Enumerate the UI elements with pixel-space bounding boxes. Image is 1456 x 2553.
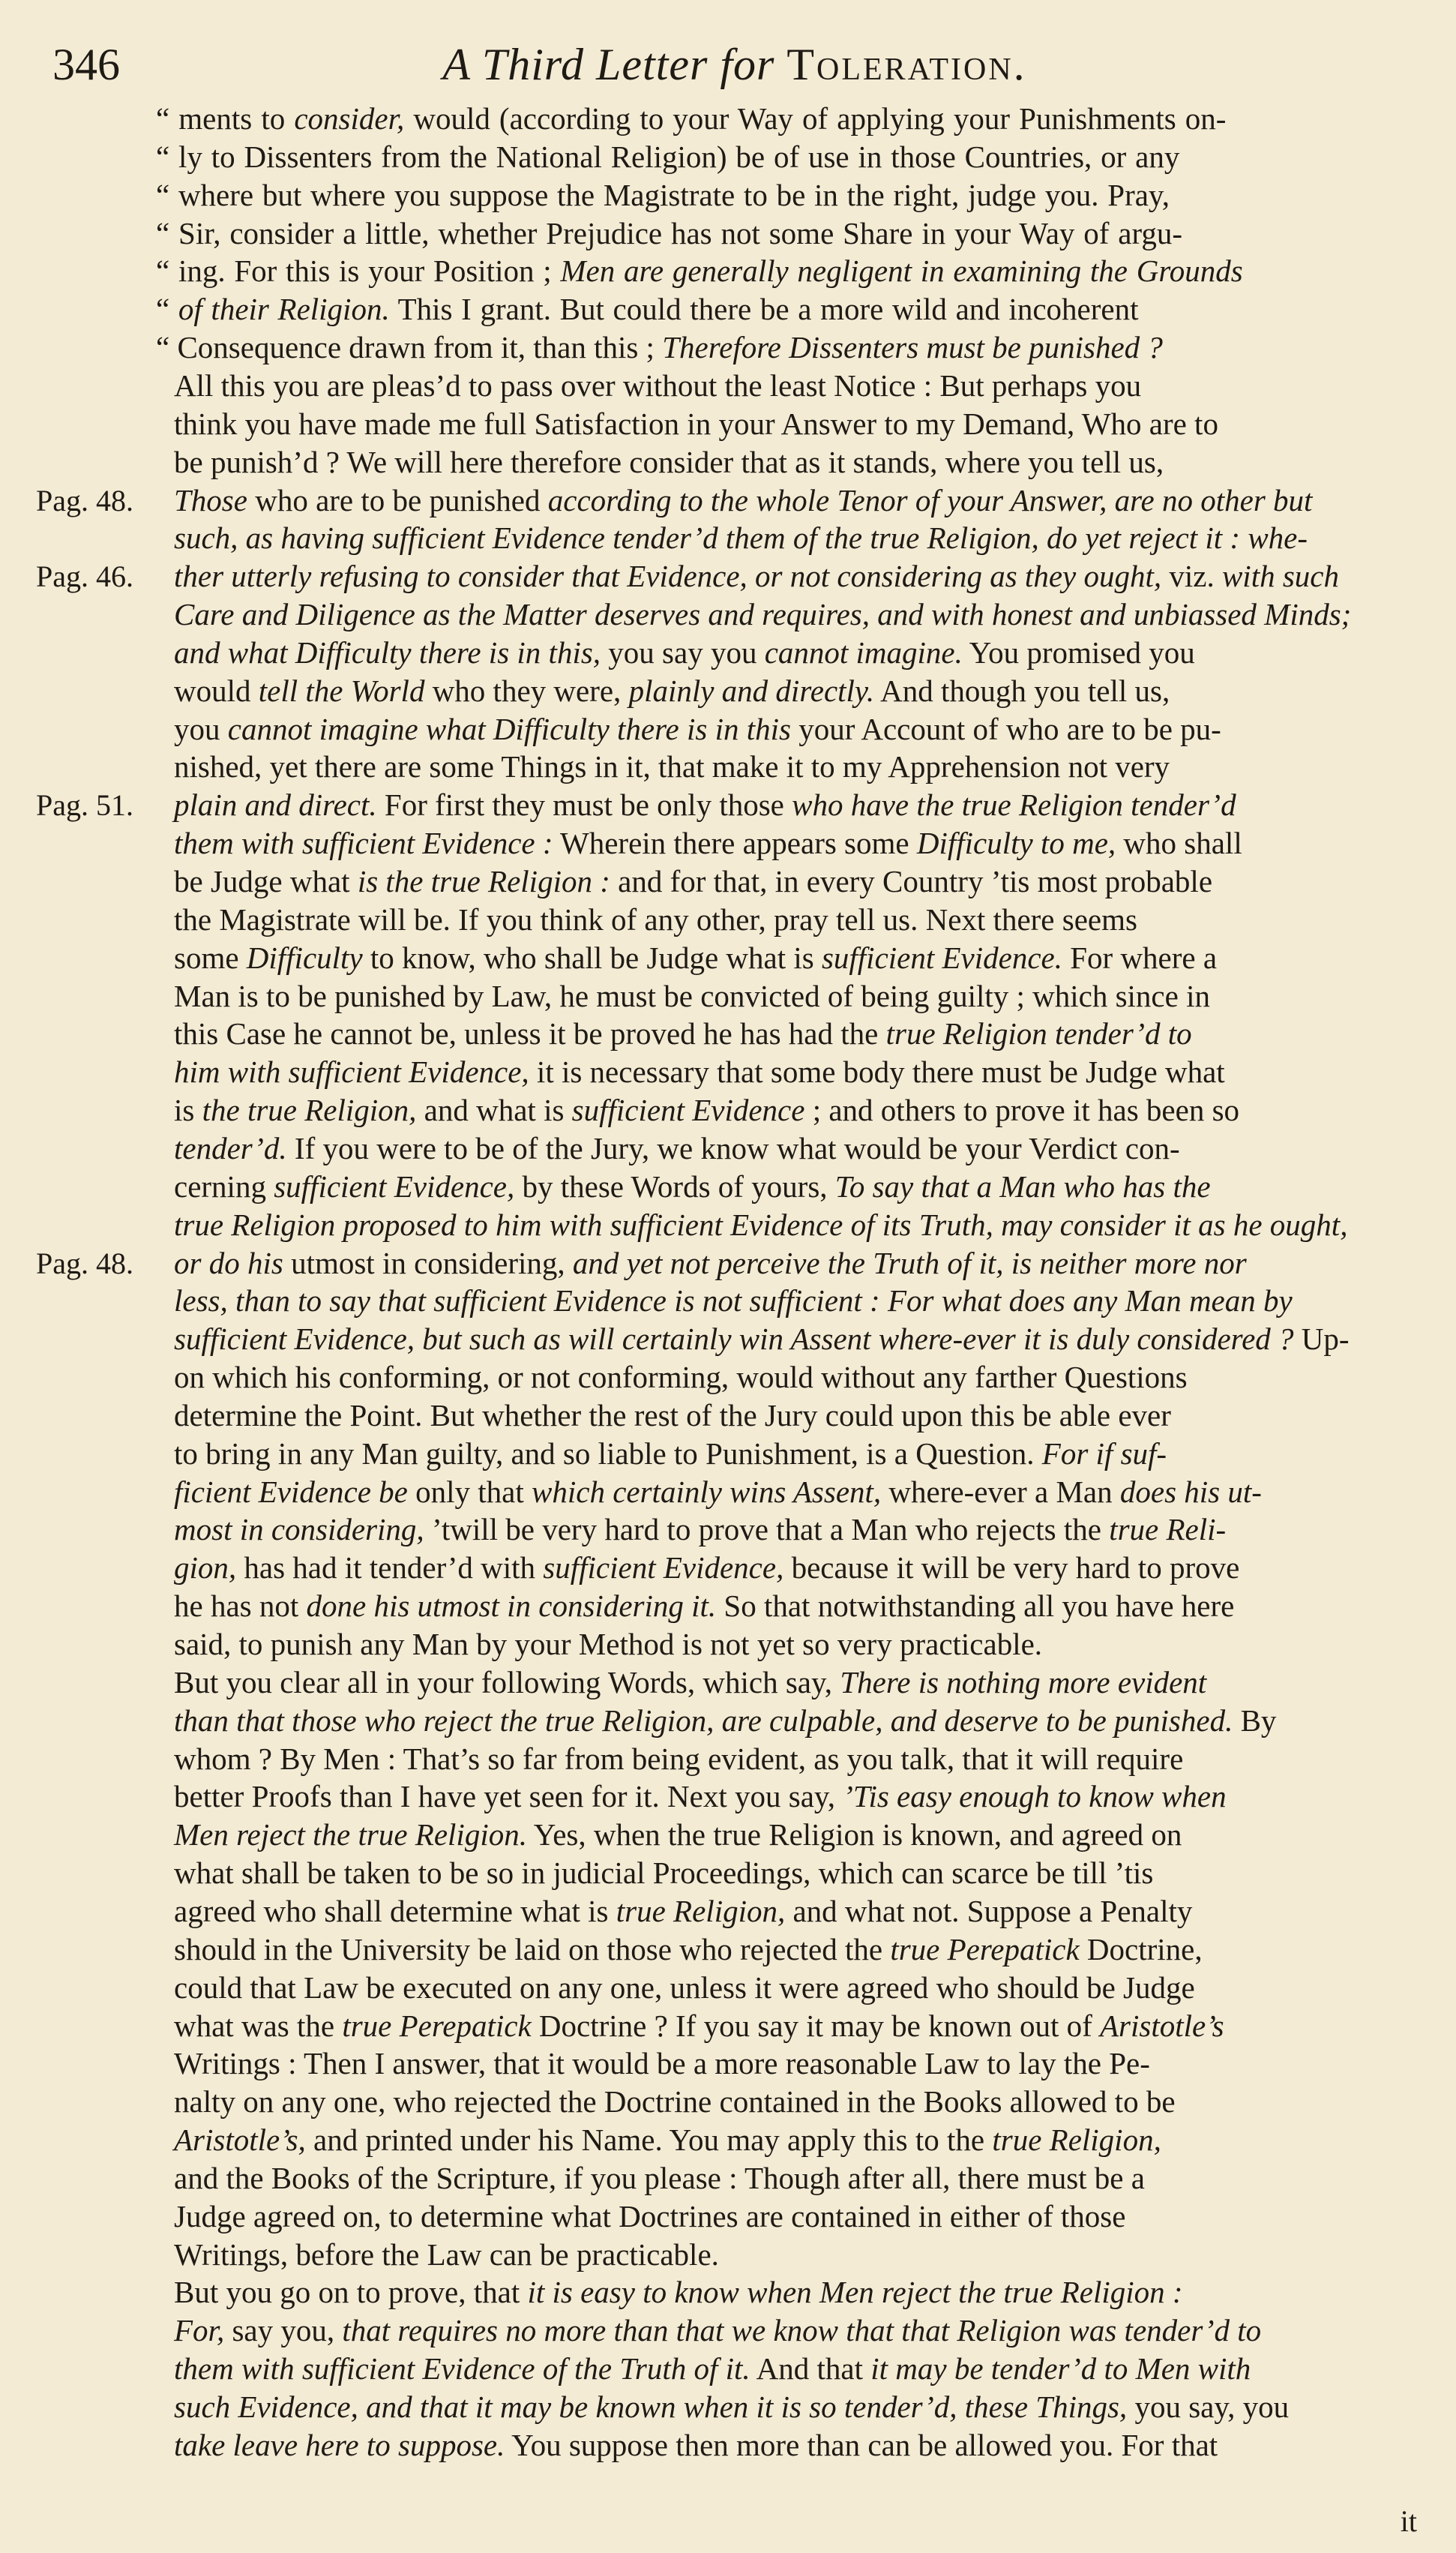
italic-text: Aristotle’s (1100, 2008, 1224, 2043)
italic-text: true Perepatick (342, 2008, 532, 2043)
italic-text: according to the whole Tenor of your Answer, are no other but (547, 482, 1313, 518)
text-line (174, 1092, 1411, 1129)
text-line (174, 940, 1411, 976)
text-line (174, 2198, 1411, 2235)
italic-text: For if suf- (1041, 1436, 1167, 1471)
roman-text: “ Consequence drawn from it, than this ; (156, 330, 663, 365)
italic-text: ’Tis easy enough to know when (843, 1779, 1227, 1814)
italic-text: tell the World (258, 673, 425, 708)
italic-text: Care and Diligence as the Matter deserves and requires, and with honest and unbiassed Minds; (174, 597, 1352, 632)
roman-text: to bring in any Man guilty, and so liable to Punishment, is a Question. (174, 1436, 1042, 1471)
roman-text: better Proofs than I have yet seen for it. Next you say, (174, 1779, 843, 1814)
roman-text: what was the (174, 2008, 343, 2043)
text-line (174, 1130, 1411, 1167)
roman-text: said, to punish any Man by your Method is not yet so very practicable. (174, 1627, 1043, 1661)
text-line (174, 2045, 1411, 2082)
text-line (174, 787, 1411, 824)
italic-text: ficient Evidence be (174, 1474, 408, 1509)
text-line (156, 177, 1393, 214)
text-line (174, 1321, 1411, 1358)
text-line (174, 2350, 1411, 2387)
roman-text: Writings : Then I answer, that it would be a more reasonable Law to lay the Pe- (174, 2046, 1150, 2081)
text-line (174, 482, 1411, 519)
text-line (174, 1626, 1411, 1663)
italic-text: the true Religion, (202, 1093, 417, 1128)
italic-text: it may be tender’d to Men with (870, 2351, 1251, 2386)
text-line (174, 863, 1411, 900)
text-line (174, 673, 1411, 710)
text-line (174, 2236, 1411, 2273)
italic-text: Men are generally negligent in examining the Grounds (560, 254, 1243, 289)
roman-text: only that (407, 1474, 532, 1509)
text-line (174, 2084, 1411, 2120)
roman-text: be punish’d ? We will here therefore consider that as it stands, where you tell us, (174, 444, 1164, 479)
roman-text: If you were to be of the Jury, we know what would be your Verdict con- (286, 1130, 1180, 1166)
text-line (174, 1397, 1411, 1434)
italic-text: done his utmost in considering it. (306, 1588, 717, 1624)
text-line (174, 2008, 1411, 2044)
italic-text: is the true Religion : (357, 864, 610, 898)
roman-text: “ ments to (156, 101, 295, 136)
italic-text: Therefore Dissenters must be punished ? (662, 330, 1163, 365)
text-line (174, 1588, 1411, 1624)
roman-text: it is necessary that some body there must be Judge what (529, 1054, 1225, 1090)
italic-text: him with sufficient Evidence, (174, 1054, 529, 1090)
roman-text: “ ly to Dissenters from the National Religion) be of use in those Countries, or any (156, 139, 1180, 174)
roman-text: But you go on to prove, that (174, 2275, 528, 2310)
roman-text: where-ever a Man (881, 1474, 1120, 1509)
italic-text: true Religion proposed to him with sufficient Evidence of its Truth, may consider it as he ought, (174, 1207, 1348, 1242)
text-line (174, 825, 1411, 862)
roman-text: this Case he cannot be, unless it be proved he has had the (174, 1016, 886, 1052)
italic-text: For, (174, 2313, 225, 2348)
text-line (174, 1474, 1411, 1510)
roman-text: Up- (1293, 1322, 1350, 1357)
roman-text: to know, who shall be Judge what is (362, 940, 822, 975)
italic-text: such Evidence, and that it may be known when it is so tender’d, these Things, (174, 2390, 1128, 2424)
text-line (174, 1550, 1411, 1586)
italic-text: sufficient Evidence. (821, 940, 1062, 975)
text-line (174, 1893, 1411, 1930)
text-line (174, 1282, 1411, 1319)
roman-text: By (1233, 1702, 1277, 1738)
roman-text: on which his conforming, or not conforming, would without any farther Questions (174, 1360, 1188, 1395)
roman-text: could that Law be executed on any one, unless it were agreed who should be Judge (174, 1970, 1195, 2005)
italic-text: gion, (174, 1550, 237, 1586)
italic-text: sufficient Evidence, but such as will certainly win Assent where-ever it is duly considered ? (174, 1322, 1294, 1357)
italic-text: most in considering, (174, 1512, 424, 1547)
roman-text: is (174, 1093, 202, 1128)
page-header (52, 34, 1417, 94)
roman-text: you (174, 711, 228, 746)
roman-text: who are to be punished (247, 482, 548, 518)
text-line (174, 1359, 1411, 1396)
roman-text: you say, you (1127, 2390, 1290, 2424)
roman-text: who they were, (424, 673, 629, 708)
roman-text: think you have made me full Satisfaction in your Answer to my Demand, Who are to (174, 406, 1218, 441)
text-line (174, 368, 1411, 404)
italic-text: take leave here to suppose. (174, 2427, 505, 2462)
roman-text: Yes, when the true Religion is known, and agreed on (526, 1817, 1182, 1852)
italic-text: less, than to say that sufficient Evidence is not sufficient : For what does any Man mean by (174, 1283, 1293, 1318)
roman-text: You promised you (962, 634, 1195, 670)
roman-text: But you clear all in your following Words, which say, (174, 1664, 840, 1700)
italic-text: it is easy to know when Men reject the true Religion : (527, 2275, 1183, 2310)
roman-text: would (174, 673, 259, 708)
roman-text: cerning (174, 1168, 274, 1204)
roman-text: and printed under his Name. You may apply this to the (305, 2122, 993, 2158)
text-line (174, 1855, 1411, 1892)
roman-text: You suppose then more than can be allowed you. For that (505, 2427, 1218, 2462)
text-line (174, 1054, 1411, 1090)
roman-text: Doctrine, (1079, 1931, 1203, 1966)
text-line (174, 1245, 1411, 1282)
margin-page-reference: Pag. 46. (36, 560, 133, 594)
text-body (0, 99, 1456, 2462)
roman-text: say you, (224, 2313, 343, 2348)
roman-text: and what not. Suppose a Penalty (785, 1893, 1193, 1928)
text-line (174, 748, 1411, 785)
roman-text: This I grant. But could there be a more wild and incoherent (389, 292, 1139, 327)
running-title (52, 34, 1417, 94)
text-line (174, 1168, 1411, 1205)
roman-text: your Account of who are to be pu- (790, 711, 1221, 746)
roman-text: Writings, before the Law can be practicable. (174, 2236, 719, 2272)
italic-text: them with sufficient Evidence : (174, 826, 553, 861)
italic-text: true Reli- (1109, 1512, 1227, 1547)
italic-text: plain and direct. (174, 788, 377, 823)
text-line (156, 253, 1393, 290)
text-line (174, 1016, 1411, 1052)
roman-text: For where a (1062, 940, 1218, 975)
roman-text: ; and others to prove it has been so (804, 1093, 1240, 1128)
text-line (174, 2427, 1411, 2464)
italic-text: that requires no more than that we know that that Religion was tender’d to (342, 2313, 1262, 2348)
roman-text: determine the Point. But whether the rest of the Jury could upon this be able ever (174, 1397, 1171, 1432)
italic-text: sufficient Evidence (571, 1093, 805, 1128)
italic-text: Men reject the true Religion. (174, 1817, 527, 1852)
italic-text: such, as having sufficient Evidence tender’d them of the true Religion, do yet reject it : whe- (174, 520, 1308, 556)
italic-text: them with sufficient Evidence of the Truth of it. (174, 2351, 750, 2386)
text-line (174, 1931, 1411, 1968)
italic-text: Difficulty to me, (916, 826, 1116, 861)
italic-text: sufficient Evidence, (274, 1168, 515, 1204)
italic-text: sufficient Evidence, (543, 1550, 784, 1586)
roman-text: be Judge what (174, 864, 358, 898)
italic-text: Aristotle’s, (174, 2122, 306, 2158)
roman-text: viz. (1161, 559, 1222, 594)
text-line (174, 406, 1411, 442)
italic-text: who have the true Religion tender’d (792, 788, 1236, 823)
roman-text: For first they must be only those (376, 788, 792, 823)
roman-text: Doctrine ? If you say it may be known out of (531, 2008, 1100, 2043)
roman-text: and the Books of the Scripture, if you please : Though after all, there must be a (174, 2160, 1145, 2195)
roman-text: whom ? By Men : That’s so far from being evident, as you talk, that it will require (174, 1741, 1184, 1776)
roman-text: what shall be taken to be so in judicial Proceedings, which can scarce be till ’tis (174, 1856, 1154, 1891)
italic-text: true Religion, (616, 1893, 786, 1928)
italic-text: or do his (174, 1245, 283, 1280)
page-number: 346 (52, 40, 120, 89)
roman-text: And that (750, 2351, 871, 2386)
text-line (174, 2274, 1411, 2311)
italic-text: and what Difficulty there is in this, (174, 634, 601, 670)
roman-text: because it will be very hard to prove (783, 1550, 1240, 1586)
roman-text: by these Words of yours, (514, 1168, 835, 1204)
text-line (174, 978, 1411, 1015)
text-line (156, 291, 1393, 328)
margin-page-reference: Pag. 48. (36, 1246, 133, 1280)
italic-text: Those (174, 482, 247, 518)
roman-text: Man is to be punished by Law, he must be convicted of being guilty ; which since in (174, 978, 1210, 1013)
italic-text: of their Religion. (178, 292, 390, 327)
italic-text: There is nothing more evident (840, 1664, 1207, 1700)
roman-text: the Magistrate will be. If you think of any other, pray tell us. Next there seems (174, 902, 1137, 937)
italic-text: cannot imagine what Difficulty there is in this (227, 711, 791, 746)
roman-text: nalty on any one, who rejected the Doctrine contained in the Books allowed to be (174, 2084, 1176, 2120)
text-line (174, 520, 1411, 556)
italic-text: does his ut- (1119, 1474, 1262, 1509)
roman-text: and what is (416, 1093, 572, 1128)
text-line (174, 2122, 1411, 2158)
roman-text: and for that, in every Country ’tis most probable (610, 864, 1213, 898)
running-title-caps: Toleration. (786, 40, 1027, 89)
roman-text: some (174, 940, 247, 975)
italic-text: To say that a Man who has the (834, 1168, 1211, 1204)
roman-text: has had it tender’d with (236, 1550, 544, 1586)
italic-text: than that those who reject the true Religion, are culpable, and deserve to be punished. (174, 1702, 1233, 1738)
text-line (174, 2160, 1411, 2197)
text-line (174, 1436, 1411, 1472)
margin-page-reference: Pag. 51. (36, 788, 133, 823)
text-line (174, 1664, 1411, 1701)
text-line (174, 2312, 1411, 2349)
running-title-text: A Third Letter for (442, 40, 787, 89)
text-line (174, 1511, 1411, 1548)
text-line (174, 1207, 1411, 1244)
text-line (156, 215, 1393, 252)
italic-text: which certainly wins Assent, (532, 1474, 882, 1509)
text-line (174, 1816, 1411, 1853)
text-line (174, 1970, 1411, 2006)
roman-text: ’twill be very hard to prove that a Man who rejects the (424, 1512, 1110, 1547)
roman-text: All this you are pleas’d to pass over without the least Notice : But perhaps you (174, 368, 1142, 403)
roman-text: “ (156, 292, 178, 327)
text-line (174, 1702, 1411, 1739)
italic-text: plainly and directly. (628, 673, 875, 708)
roman-text: “ ing. For this is your Position ; (156, 254, 561, 289)
italic-text: Difficulty (246, 940, 363, 975)
roman-text: utmost in considering, (283, 1245, 573, 1280)
text-line (156, 139, 1393, 176)
roman-text: “ Sir, consider a little, whether Prejudice has not some Share in your Way of argu- (156, 215, 1183, 250)
italic-text: and yet not perceive the Truth of it, is neither more nor (572, 1245, 1247, 1280)
roman-text: So that notwithstanding all you have here (716, 1588, 1235, 1624)
italic-text: with such (1221, 559, 1339, 594)
roman-text: And though you tell us, (874, 673, 1170, 708)
text-line (174, 558, 1411, 595)
text-line (156, 329, 1393, 366)
margin-page-reference: Pag. 48. (36, 483, 133, 518)
text-line (174, 1741, 1411, 1778)
italic-text: true Religion tender’d to (885, 1016, 1192, 1052)
text-line (174, 596, 1411, 633)
italic-text: consider, (294, 101, 405, 136)
text-line (174, 634, 1411, 671)
text-line (156, 100, 1393, 137)
italic-text: ther utterly refusing to consider that Evidence, or not considering as they ought, (174, 559, 1162, 594)
text-line (174, 1778, 1411, 1815)
roman-text: would (according to your Way of applying your Punishments on- (404, 101, 1227, 136)
text-line (174, 711, 1411, 748)
roman-text: you say you (601, 634, 765, 670)
roman-text: nished, yet there are some Things in it, that make it to my Apprehension not very (174, 749, 1170, 784)
roman-text: who shall (1116, 826, 1242, 861)
roman-text: Judge agreed on, to determine what Doctrines are contained in either of those (174, 2198, 1126, 2234)
roman-text: he has not (174, 1588, 307, 1624)
italic-text: cannot imagine. (764, 634, 963, 670)
text-line (174, 444, 1411, 481)
roman-text: “ where but where you suppose the Magistrate to be in the right, judge you. Pray, (156, 177, 1170, 212)
catchword: it (1400, 2504, 1417, 2538)
italic-text: true Religion, (992, 2122, 1161, 2158)
italic-text: tender’d. (174, 1130, 287, 1166)
text-line (174, 2389, 1411, 2426)
roman-text: Wherein there appears some (553, 826, 917, 861)
roman-text: should in the University be laid on those who rejected the (174, 1931, 891, 1966)
text-line (174, 902, 1411, 938)
italic-text: true Perepatick (890, 1931, 1080, 1966)
roman-text: agreed who shall determine what is (174, 1893, 616, 1928)
